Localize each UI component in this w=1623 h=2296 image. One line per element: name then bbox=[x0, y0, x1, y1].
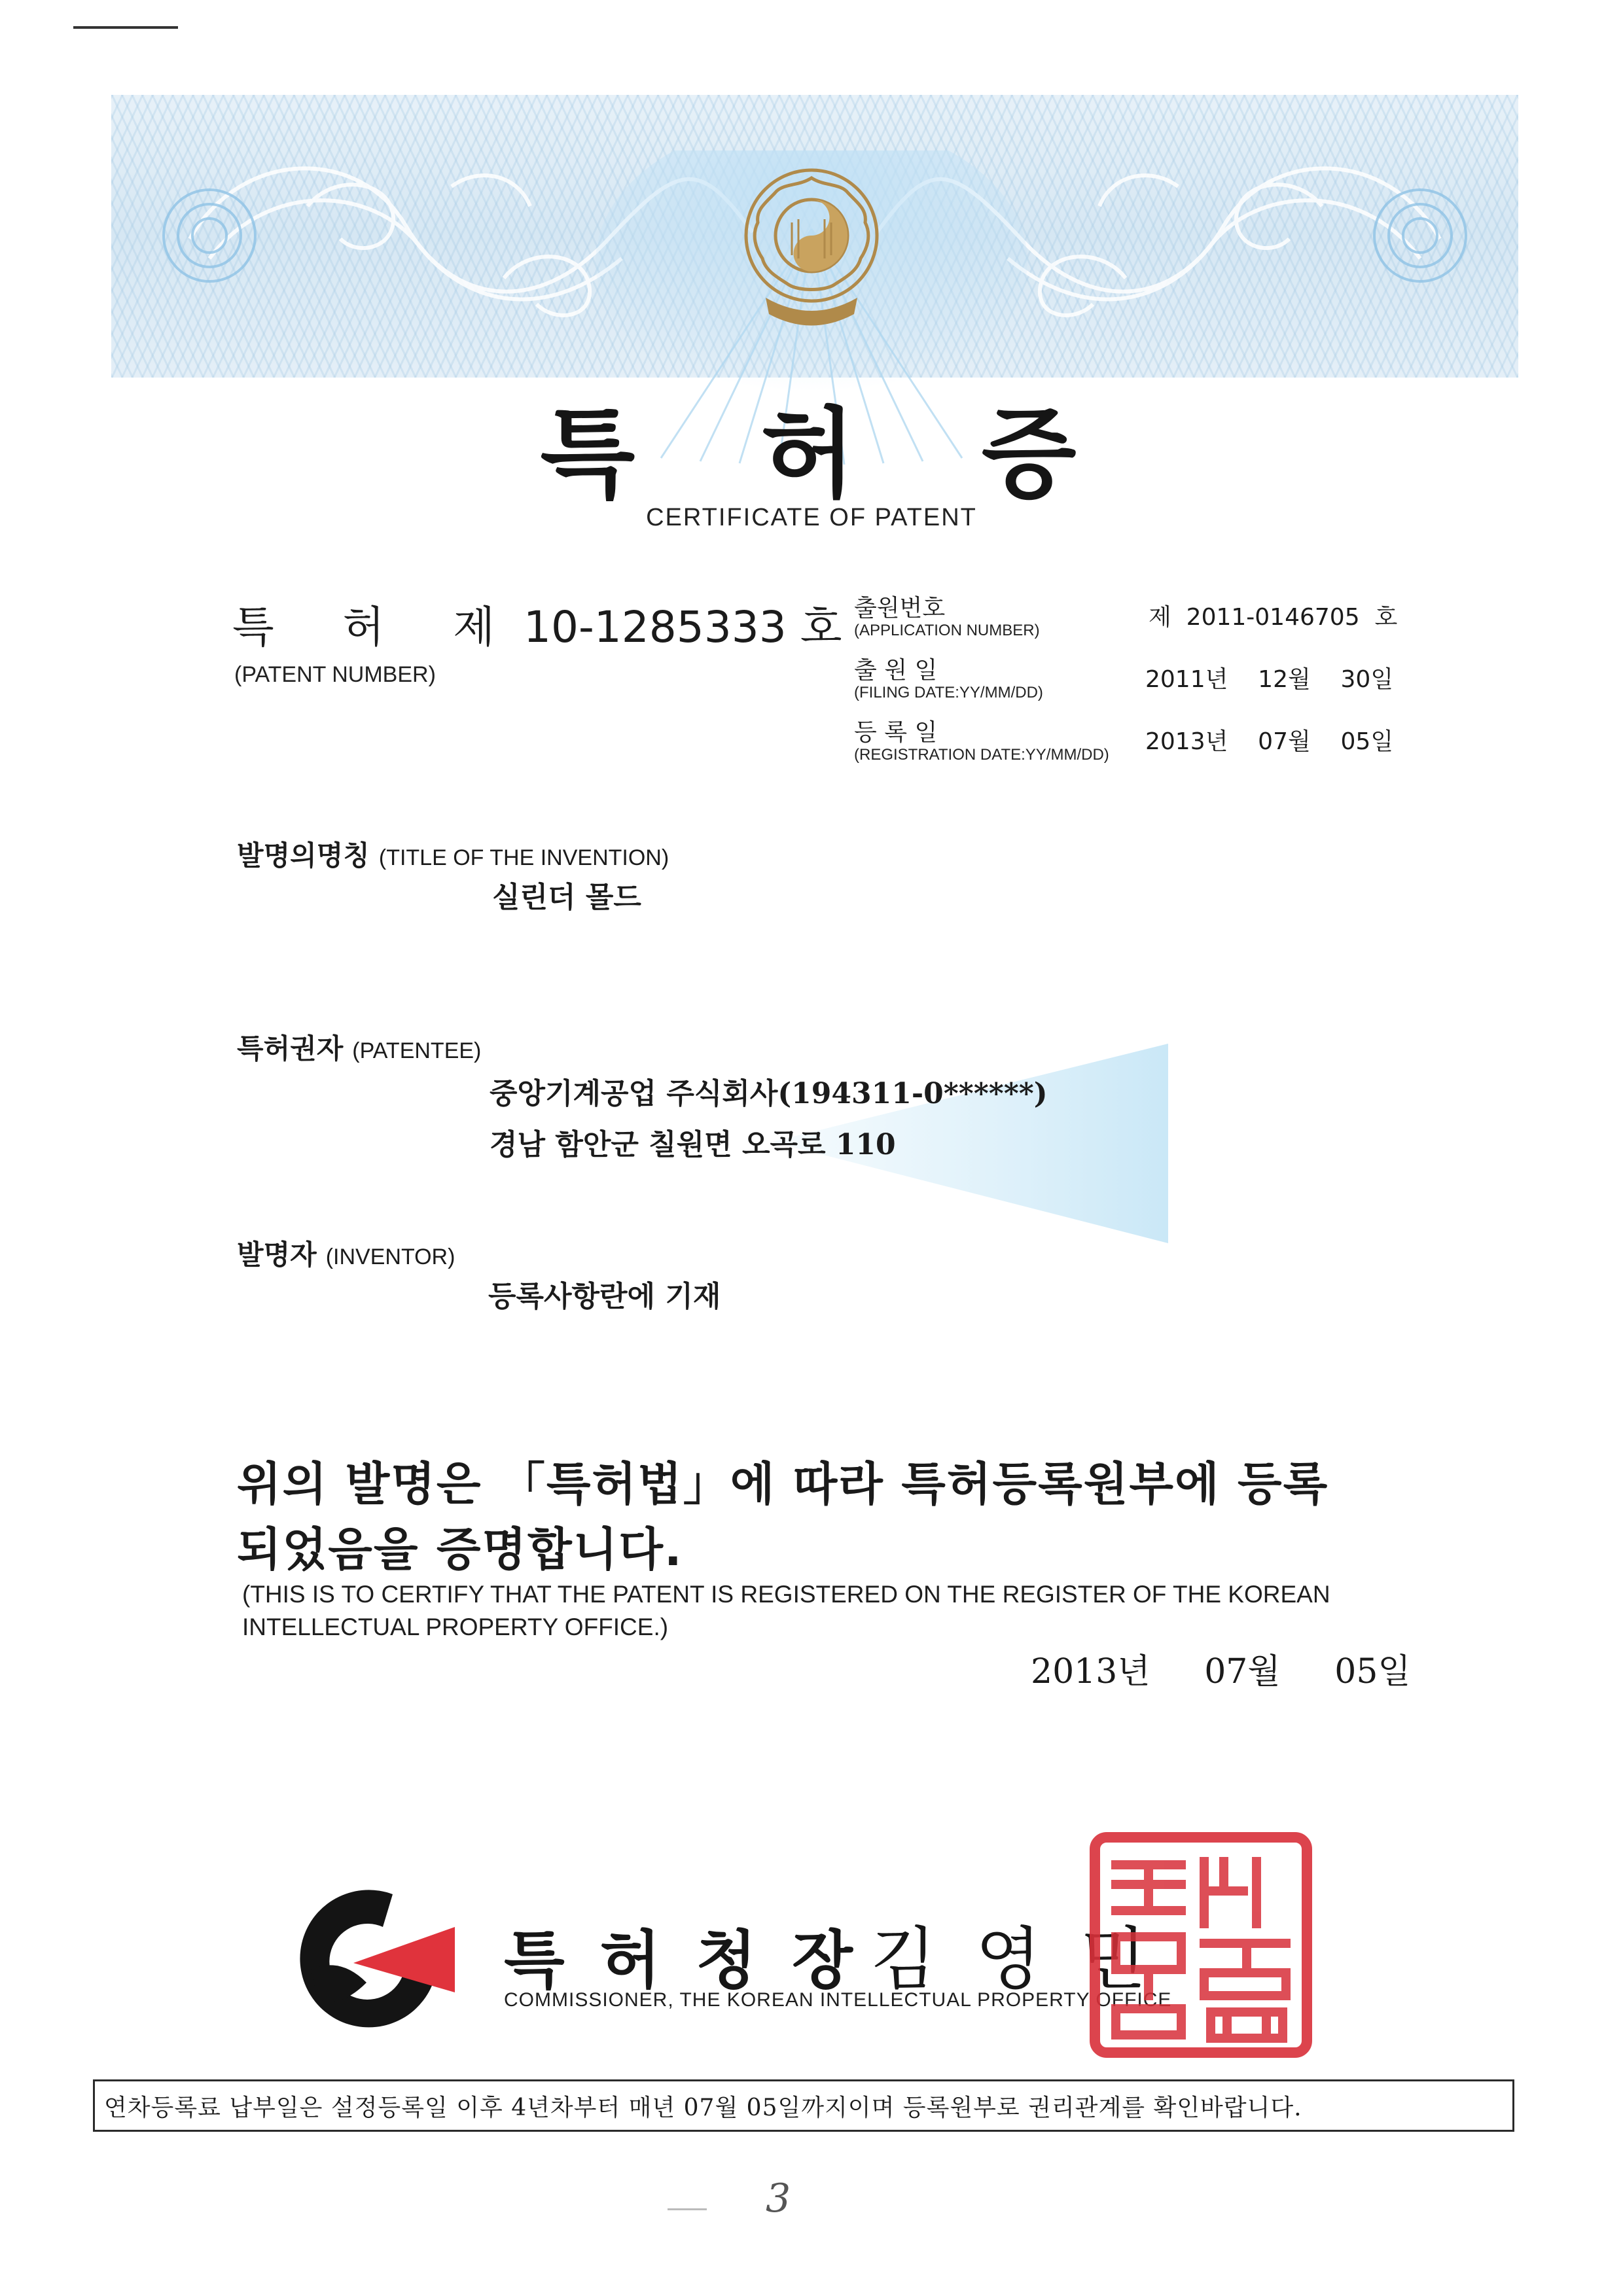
patent-number-label: 특 허 제 bbox=[232, 602, 495, 652]
patentee-name: 중앙기계공업 주식회사(194311-0******) bbox=[490, 1077, 1048, 1110]
patentee-label bbox=[237, 1027, 481, 1067]
patent-number-value: 10-1285333 호 bbox=[524, 602, 842, 652]
invention-title-label bbox=[237, 834, 669, 874]
page-dash bbox=[668, 2208, 707, 2210]
inventor-label bbox=[237, 1233, 455, 1273]
filing-date-label: 출 원 일 bbox=[854, 657, 938, 684]
application-number-block bbox=[854, 595, 1040, 640]
certification-line-1: 위의 발명은 「특허법」에 따라 특허등록원부에 등록 bbox=[237, 1457, 1329, 1511]
certification-statement-ko bbox=[237, 1451, 1415, 1582]
invention-title-label-en: (TITLE OF THE INVENTION) bbox=[378, 845, 669, 870]
registration-date-label: 등 록 일 bbox=[854, 719, 938, 746]
commissioner-name: 김영민 bbox=[870, 1919, 1186, 1999]
certification-en-line-2: INTELLECTUAL PROPERTY OFFICE.) bbox=[242, 1614, 669, 1640]
certification-statement-en bbox=[242, 1578, 1420, 1644]
seal-text: 특허청장인 bbox=[1090, 1832, 1093, 1833]
application-number-label-en: (APPLICATION NUMBER) bbox=[854, 622, 1040, 639]
notice-text: 연차등록료 납부일은 설정등록일 이후 4년차부터 매년 07월 05일까지이며 등록원부로 권리관계를 확인바랍니다. bbox=[104, 2094, 1302, 2121]
patentee-label-en: (PATENTEE) bbox=[352, 1038, 482, 1063]
inventor-value: 등록사항란에 기재 bbox=[488, 1280, 721, 1313]
registration-date-label-en: (REGISTRATION DATE:YY/MM/DD) bbox=[854, 746, 1109, 764]
patent-number-label-en: (PATENT NUMBER) bbox=[234, 662, 436, 687]
certificate-subtitle: CERTIFICATE OF PATENT bbox=[646, 504, 977, 531]
certification-date: 2013년 07월 05일 bbox=[1031, 1652, 1411, 1691]
commissioner-title: 특허청장 bbox=[504, 1924, 888, 1997]
commissioner-title-en: COMMISSIONER, THE KOREAN INTELLECTUAL PROPERTY OFFICE bbox=[504, 1989, 1172, 2011]
certification-en-line-1: (THIS IS TO CERTIFY THAT THE PATENT IS REGISTERED ON THE REGISTER OF THE KOREAN bbox=[242, 1581, 1330, 1608]
patentee-label-ko: 특허권자 bbox=[237, 1033, 344, 1065]
notice-box bbox=[93, 2079, 1514, 2132]
official-seal-icon bbox=[1090, 1832, 1312, 2058]
registration-date-block bbox=[854, 720, 1109, 764]
page-number-handwritten: 3 bbox=[766, 2176, 791, 2221]
application-number-value: 제 2011-0146705 호 bbox=[1149, 604, 1398, 631]
top-scan-line bbox=[73, 26, 178, 29]
invention-title-value: 실린더 몰드 bbox=[492, 881, 641, 914]
certificate-title: 특 허 증 bbox=[540, 398, 1122, 512]
national-emblem-icon bbox=[726, 157, 897, 334]
patentee-address: 경남 함안군 칠원면 오곡로 110 bbox=[490, 1128, 896, 1161]
invention-title-label-ko: 발명의명칭 bbox=[237, 839, 370, 872]
kipo-logo-icon bbox=[288, 1878, 458, 2028]
filing-date-label-en: (FILING DATE:YY/MM/DD) bbox=[854, 684, 1043, 701]
filing-date-value: 2011년 12월 30일 bbox=[1145, 666, 1394, 693]
filing-date-block bbox=[854, 658, 1043, 702]
registration-date-value: 2013년 07월 05일 bbox=[1145, 728, 1394, 755]
inventor-label-en: (INVENTOR) bbox=[325, 1245, 455, 1269]
inventor-label-ko: 발명자 bbox=[237, 1239, 317, 1271]
certification-line-2: 되었음을 증명합니다. bbox=[237, 1523, 683, 1576]
application-number-label: 출원번호 bbox=[854, 595, 946, 622]
